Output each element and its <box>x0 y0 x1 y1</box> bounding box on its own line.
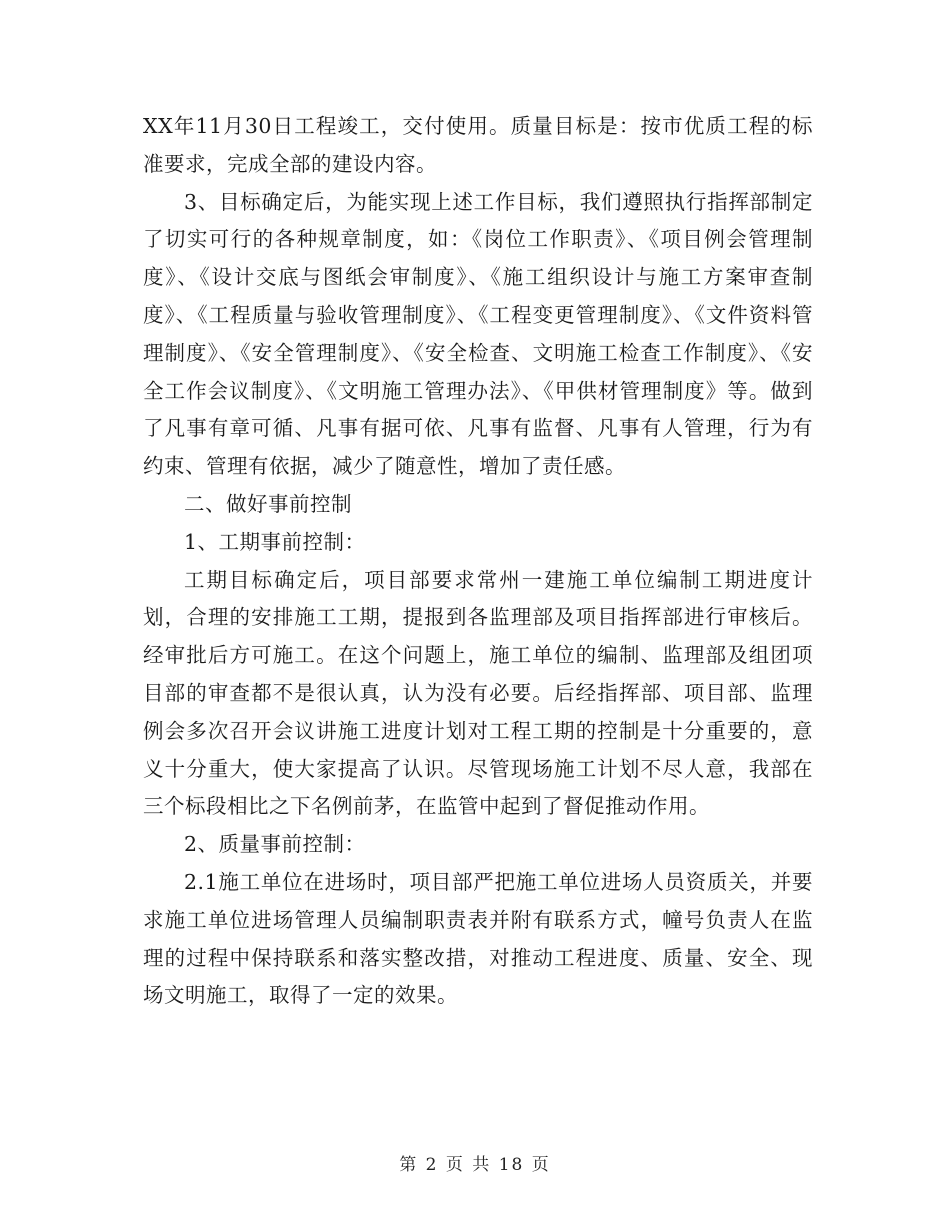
page-number-footer: 第 2 页 共 18 页 <box>399 1155 551 1175</box>
paragraph-schedule: 工期目标确定后，项目部要求常州一建施工单位编制工期进度计划，合理的安排施工工期，提报到各监理部及项目指挥部进行审核后。经审批后方可施工。在这个问题上，施工单位的编制、监理部及组团项目部的审查都不是很认真，认为没有必要。后经指挥部、项目部、监理例会多次召开会议讲施工进度计划对工程工期的控制是十分重要的，意义十分重大，使大家提高了认识。尽管现场施工计划不尽人意，我部在三个标段相比之下名例前茅，在监管中起到了督促推动作用。 <box>143 567 813 819</box>
document-body <box>143 108 813 1015</box>
paragraph-rules: 3、目标确定后，为能实现上述工作目标，我们遵照执行指挥部制定了切实可行的各种规章制度，如：《岗位工作职责》、《项目例会管理制度》、《设计交底与图纸会审制度》、《施工组织设计与施工方案审查制度》、《工程质量与验收管理制度》、《工程变更管理制度》、《文件资料管理制度》、《安全管理制度》、《安全检查、文明施工检查工作制度》、《安全工作会议制度》、《文明施工管理办法》、《甲供材管理制度》等。做到了凡事有章可循、凡事有据可依、凡事有监督、凡事有人管理，行为有约束、管理有依据，减少了随意性，增加了责任感。 <box>143 189 813 479</box>
subheading-quality-control: 2、质量事前控制： <box>184 832 366 857</box>
paragraph-quality: 2.1施工单位在进场时，项目部严把施工单位进场人员资质关，并要求施工单位进场管理人员编制职责表并附有联系方式，幢号负责人在监理的过程中保持联系和落实整改措，对推动工程进度、质量、安全、现场文明施工，取得了一定的效果。 <box>143 869 813 1008</box>
section-heading: 二、做好事前控制 <box>184 491 352 516</box>
paragraph-continuation: XX年11月30日工程竣工，交付使用。质量目标是：按市优质工程的标准要求，完成全部的建设内容。 <box>143 114 813 176</box>
subheading-schedule-control: 1、工期事前控制： <box>184 529 366 554</box>
